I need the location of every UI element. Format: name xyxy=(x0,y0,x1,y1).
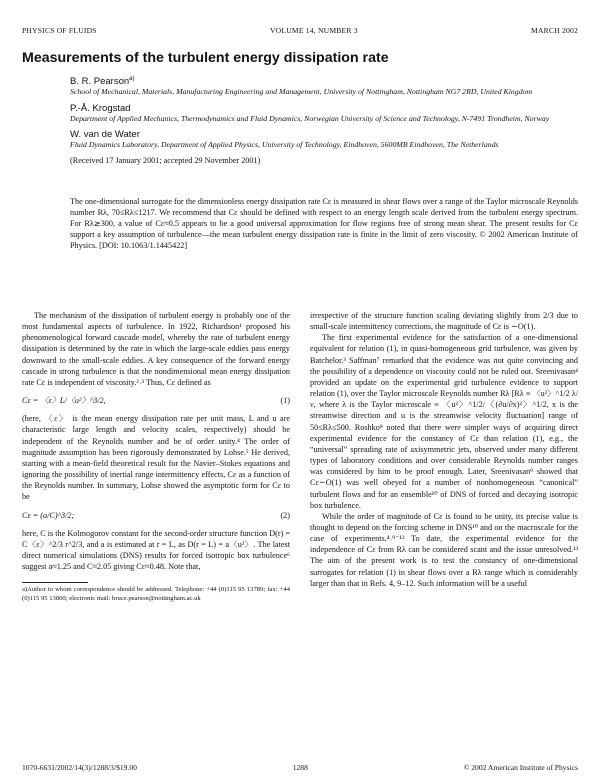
author-footnote-mark: a) xyxy=(129,76,135,82)
page-number: 1288 xyxy=(292,763,308,772)
paper-title: Measurements of the turbulent energy dissipation rate xyxy=(22,50,389,66)
author-3 xyxy=(70,130,578,150)
author-block xyxy=(70,74,578,167)
paragraph: here, C is the Kolmogorov constant for the second-order structure function D(r) = C〈ε〉^2/3 r^2/3, and a is estimated at r = L, as D(r = L) = a〈u²〉. The latest direct numerical simulations (DNS) results for forced isotropic box turbulence⁶ suggest a≈1.25 and C≈2.05 giving Cε≈0.48. Note that, xyxy=(22,528,290,572)
equation-number: (1) xyxy=(280,396,290,406)
author-name: W. van de Water xyxy=(70,128,140,140)
author-affiliation: School of Mechanical, Materials, Manufacturing Engineering and Management, University of Nottingham, Nottingham NG7 2RD, United Kingdom xyxy=(70,87,533,97)
footnote: a)Author to whom correspondence should be addressed. Telephone: +44 (0)115 95 13789; fax: +44 (0)115 95 13800; electronic mail: bruce.pearson@nottingham.ac.uk xyxy=(22,586,290,602)
author-affiliation: Fluid Dynamics Laboratory, Department of Applied Physics, University of Technology, Eindhoven, 5600MB Eindhoven, The Netherlands xyxy=(70,140,499,150)
author-name: B. R. Pearson xyxy=(70,76,130,88)
equation-body: Cε = (a/C)^3/2; xyxy=(22,510,75,520)
author-1 xyxy=(70,74,578,98)
author-name: P.-Å. Krogstad xyxy=(70,102,131,114)
author-affiliation: Department of Applied Mechanics, Thermodynamics and Fluid Dynamics, Norwegian University of Science and Technology, N-7491 Trondheim, Norway xyxy=(70,113,550,123)
author-2 xyxy=(70,104,578,124)
issue-date: MARCH 2002 xyxy=(531,26,578,35)
journal-name: PHYSICS OF FLUIDS xyxy=(22,26,97,35)
right-column xyxy=(310,310,578,589)
paragraph: (here, 〈ε〉 is the mean energy dissipation rate per unit mass, L and u are characteristic large length and velocity scales, respectively) should be independent of the Reynolds number and be of order unity.⁴ The order of magnitude assumption has been rigorously demonstrated by Lohse.⁵ He derived, starting with a mean-field theoretical result for the Navier–Stokes equations and ignoring the possibility of inertial range intermittency effects, Cε as a function of the Reynolds number. In summary, Lohse showed the asymptotic form for Cε to be xyxy=(22,414,290,502)
received-dates: (Received 17 January 2001; accepted 29 November 2001) xyxy=(70,156,261,166)
copyright: © 2002 American Institute of Physics xyxy=(463,763,578,772)
equation-number: (2) xyxy=(280,510,290,520)
issn-line: 1070-6631/2002/14(3)/1288/3/$19.00 xyxy=(22,763,137,772)
page-footer xyxy=(22,763,578,772)
volume-number: VOLUME 14, NUMBER 3 xyxy=(270,26,358,35)
equation-1 xyxy=(22,395,290,406)
paragraph: While the order of magnitude of Cε is found to be unity, its precise value is thought to depend on the forcing scheme in DNS¹⁰ and on the macroscale for the case of experiments.⁴˒⁹⁻¹² To date, the experimental evidence for the independence of Cε from Rλ can be considered scant and the issue unresolved.¹³ The aim of the present work is to test the constancy of one-dimensional surrogates for relation (1) in shear flows over a Rλ range which is considerably larger than that in Refs. 4, 9–12. Such information will be a useful xyxy=(310,511,578,588)
running-head xyxy=(22,26,578,35)
paragraph: The mechanism of the dissipation of turbulent energy is probably one of the most fundamental aspects of turbulence. In 1922, Richardson¹ proposed his phenomenological forward cascade model, whereby the rate of turbulent energy dissipation is determined by the rate in which the large-scale eddies pass energy downward to the small-scale eddies. A key consequence of the forward energy cascade in strong turbulence is that the nondimensional mean energy dissipation rate Cε is independent of viscosity.²˒³ Thus, Cε defined as xyxy=(22,311,290,387)
paragraph: The first experimental evidence for the satisfaction of a one-dimensional equivalent for relation (1), in quasi-homogeneous grid turbulence, was given by Batchelor.³ Saffman⁷ remarked that the evidence was not quite convincing and the possibility of a dependence on viscosity could not be ruled out. Sreenivasan⁴ provided an update on the experimental grid turbulence evidence to support relation (1), over the Taylor microscale Reynolds number Rλ [Rλ ≡ 〈u²〉^1/2 λ/ν, where λ is the Taylor microscale ≡ 〈u²〉^1/2/〈(∂u/∂x)²〉^1/2, x is the streamwise direction and u is the streamwise velocity fluctuation] range of 50≤Rλ≤500. Roshko⁸ noted that there were simpler ways of acquiring direct experimental evidence for the constancy of Cε than relation (1), e.g., the “universal” spreading rate of axisymmetric jets, observed under many different types of laboratory conditions and over considerable Reynolds number ranges was considered by him to be proof enough. Later, Sreenivasan⁹ showed that Cε∼O(1) was well obeyed for a number of nonhomogeneous “canonical” turbulent flows and for an ensemble¹⁰ of DNS of forced and decaying isotropic box turbulence. xyxy=(310,333,578,510)
paragraph: irrespective of the structure function scaling deviating slightly from 2/3 due to small-scale intermittency corrections, the magnitude of Cε is ∼O(1). xyxy=(310,311,578,332)
equation-body: Cε = 〈ε〉L/〈u²〉^3/2, xyxy=(22,396,106,406)
footnote-divider xyxy=(22,582,88,583)
abstract: The one-dimensional surrogate for the dimensionless energy dissipation rate Cε is measured in shear flows over a range of the Taylor microscale Reynolds number Rλ, 70≤Rλ≤1217. We recommend that Cε should be defined with respect to an energy length scale derived from the turbulent energy spectrum. For Rλ≳300, a value of Cε≈0.5 appears to be a good universal approximation for flow regions free of strong mean shear. The present results for Cε support a key assumption of turbulence—the mean turbulent energy dissipation rate is finite in the limit of zero viscosity. © 2002 American Institute of Physics. [DOI: 10.1063/1.1445422] xyxy=(70,197,578,251)
left-column xyxy=(22,310,290,603)
equation-2 xyxy=(22,510,290,521)
